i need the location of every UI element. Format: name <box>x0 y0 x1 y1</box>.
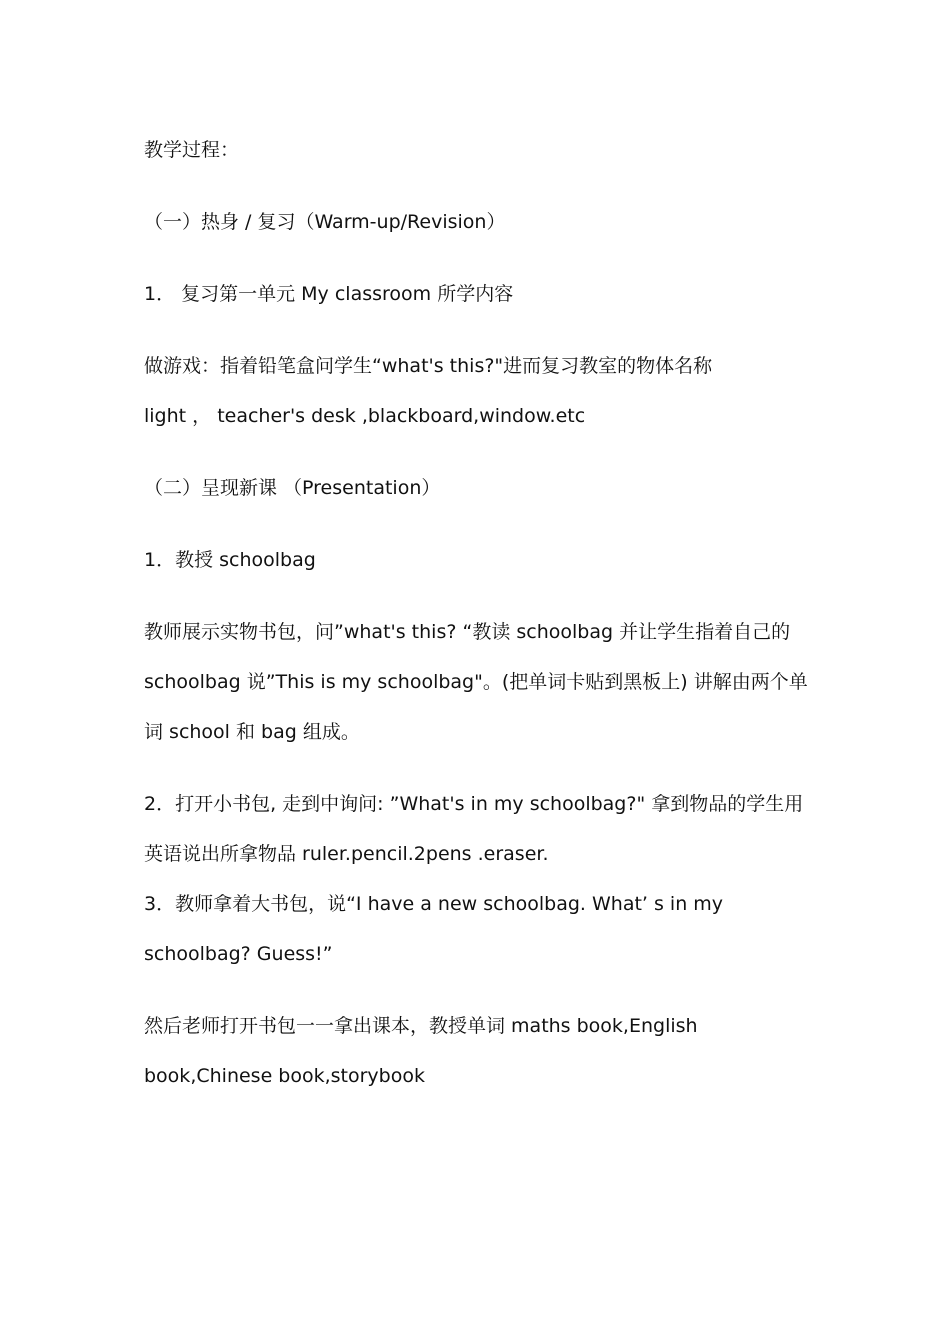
paragraph-schoolbag-line-1: 教师展示实物书包，问”what's this? “教读 schoolbag 并让学生指着自己的 <box>144 621 791 643</box>
paragraph-books-line-2: book,Chinese book,storybook <box>144 1065 425 1087</box>
step-big-bag-line-1: 3．教师拿着大书包，说“I have a new schoolbag. What’ s in my <box>144 893 724 915</box>
section-warmup-heading: （一）热身 / 复习（Warm-up/Revision） <box>144 211 506 233</box>
step-teach-schoolbag: 1．教授 schoolbag <box>144 549 316 571</box>
section-presentation-heading: （二）呈现新课 （Presentation） <box>144 477 441 499</box>
step-review-unit-one: 1． 复习第一单元 My classroom 所学内容 <box>144 283 514 305</box>
game-instruction-line-2: light ， teacher's desk ,blackboard,window.etc <box>144 405 586 427</box>
step-open-small-bag-line-1: 2．打开小书包, 走到中询问: ”What's in my schoolbag?" 拿到物品的学生用 <box>144 793 804 815</box>
game-instruction-line-1: 做游戏：指着铅笔盒问学生“what's this?"进而复习教室的物体名称 <box>144 355 713 377</box>
paragraph-schoolbag-line-3: 词 school 和 bag 组成。 <box>144 721 360 743</box>
step-open-small-bag-line-2: 英语说出所拿物品 ruler.pencil.2pens .eraser. <box>144 843 549 865</box>
paragraph-schoolbag-line-2: schoolbag 说”This is my schoolbag"。(把单词卡贴到黑板上) 讲解由两个单 <box>144 671 808 693</box>
paragraph-books-line-1: 然后老师打开书包一一拿出课本，教授单词 maths book,English <box>144 1015 698 1037</box>
step-big-bag-line-2: schoolbag? Guess!” <box>144 943 333 965</box>
heading-teaching-process: 教学过程： <box>144 139 240 161</box>
